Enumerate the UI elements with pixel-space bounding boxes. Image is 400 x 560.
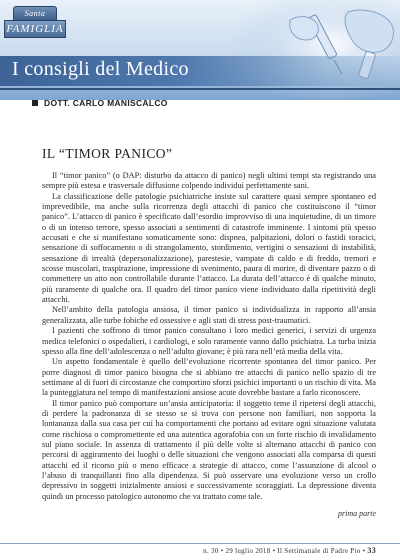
paragraph: La classificazione delle patologie psichiatriche insiste sul carattere quasi sempre spontaneo ed imprevedibile, ma anche sulla ricorrenza degli attacchi di panico che costituiscono il “timor panico”. L’attacco di panico è specificato dall’esordio improvviso di una inquietudine, di un timore o di un intenso terrore, spesso associati a sentimenti di catastrofe imminente. I sintomi più spesso accusati e che si manifestano somaticamente sono: dispnea, palpitazioni, dolori o fastidi toracici, sensazione di soffocamento o di strangolamento, stordimento, vertigini o sensazioni di instabilità, sensazione di irrealtà (depersonalizzazione), parestesie, vampate di caldo e di freddo, tremori e scosse muscolari, traspirazione, impressione di svenimento, paura di morire, di diventare pazzo o di commettere un atto non controllabile durante l’attacco. La durata dell’attacco è di qualche minuto, più raramente di qualche ora. Il quadro del timor panico viene individuato dalla ripetitività degli attacchi. — [42, 191, 376, 305]
masthead-badge — [4, 6, 66, 46]
header-divider — [0, 88, 400, 90]
issue-info: n. 30 • 29 luglio 2018 • Il Settimanale di Padre Pio • — [203, 547, 366, 555]
article-body — [42, 171, 376, 502]
page-footer — [0, 534, 400, 560]
footer-rule — [0, 543, 400, 544]
continuation-note: prima parte — [338, 509, 376, 518]
paragraph: I pazienti che soffrono di timor panico consultano i loro medici generici, i servizi di urgenza medica telefonici o ospedalieri, i cardiologi, e solo raramente vanno dallo psichiatra. La turba inizia spesso alla fine dell’adolescenza o nell’adulto giovane; è più rara nell’età media della vita. — [42, 326, 376, 356]
section-title-bar — [0, 56, 400, 86]
article-title: IL “TIMOR PANICO” — [42, 146, 173, 161]
footer-text — [203, 546, 376, 555]
header-band — [0, 0, 400, 100]
badge-bottom — [4, 20, 66, 38]
author-name: DOTT. CARLO MANISCALCO — [44, 98, 168, 108]
paragraph: Un aspetto fondamentale è quello dell’evoluzione ricorrente spontanea del timor panico. Per porre diagnosi di timor panico bisogna che si abbiano tre attacchi di panico nello spazio di tre settimane al di fuori di circostanze che comportino sforzi psichici importanti o un rischio di vita. Ma la punteggiatura nel tempo di manifestazioni ansiose acute dovrebbe bastare a farlo riconoscere. — [42, 357, 376, 398]
author-byline — [32, 98, 168, 108]
paragraph: Nell’ambito della patologia ansiosa, il timor panico si individualizza in rapporto all’ansia generalizzata, alle turbe fobiche ed ossessive e agli stati di stress post-traumatici. — [42, 305, 376, 325]
badge-top-text: Santa — [24, 9, 46, 18]
section-title: I consigli del Medico — [12, 58, 189, 80]
paragraph: Il “timor panico” (o DAP: disturbo da attacco di panico) negli ultimi tempi sta registrando una sempre più estesa e trasversale diffusione colpendo individui perfettamente sani. — [42, 171, 376, 191]
bullet-square-icon — [32, 100, 38, 106]
page-number: 33 — [367, 546, 376, 555]
badge-bottom-text: FAMIGLIA — [6, 23, 64, 35]
paragraph: Il timor panico può comportare un’ansia anticipatoria: il soggetto teme il ripetersi degli attacchi, di perdere la padronanza di se stesso se si trova con persone non familiari, non sopporta la lontananza dalla sua casa per cui ha comportamenti che portano ad evitare ogni situazione valutata come rischiosa o compromettente ed una autentica agorafobia con un forte rischio di invalidamento sul piano sociale. In assenza di trattamento il più delle volte si alternano attacchi di panico con percorsi di aggiramento dei luoghi o delle situazioni che vengono associati alla comparsa di questi attacchi ed il ricorso più o meno efficace a strategie di attacco, come l’assunzione di alcool o l’abuso di tranquillanti fino alla dipendenza. Si può osservare una evoluzione verso un crollo depressivo in soggetti inizialmente ansiosi e successivamente scoraggiati. La depressione diventa quindi un processo patologico autonomo che va trattato come tale. — [42, 398, 376, 501]
badge-top — [13, 6, 57, 21]
